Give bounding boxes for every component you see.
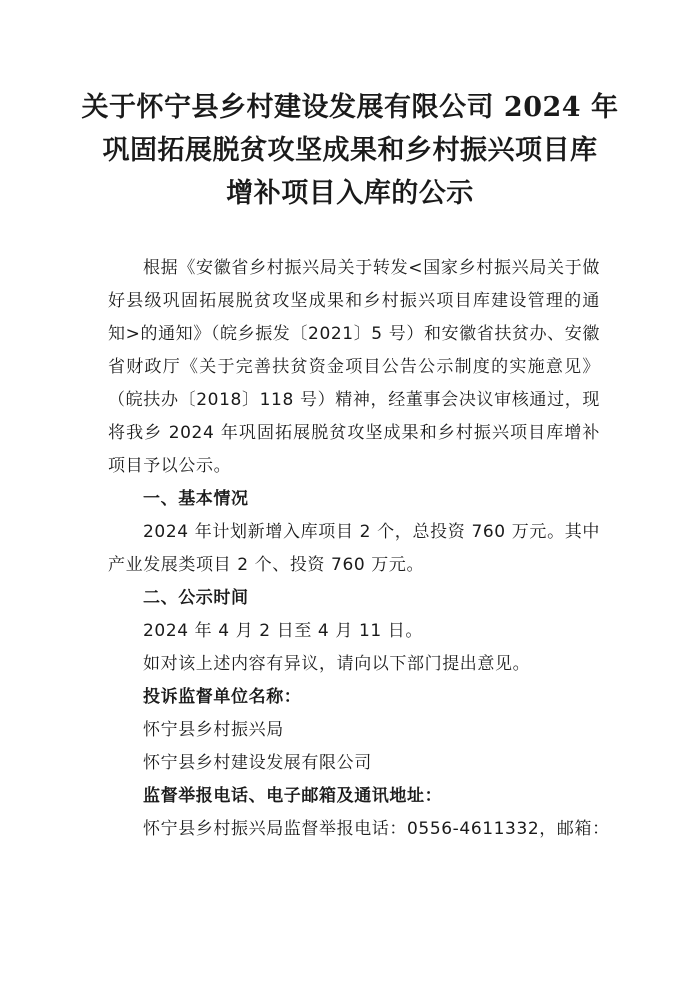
complaint-unit-1: 怀宁县乡村振兴局 — [143, 720, 284, 740]
section-basic-heading: 一、基本情况 — [143, 489, 249, 509]
document-body — [108, 252, 610, 846]
section-basic-text: 2024 年计划新增入库项目 2 个，总投资 760 万元。其中产业发展类项目 2 个、投资 760 万元。 — [108, 522, 600, 575]
complaint-heading: 投诉监督单位名称： — [143, 687, 302, 707]
title-line-2: 巩固拓展脱贫攻坚成果和乡村振兴项目库 — [102, 135, 598, 166]
objection-text: 如对该上述内容有异议，请向以下部门提出意见。 — [143, 654, 531, 674]
title-line-1: 关于怀宁县乡村建设发展有限公司 2024 年 — [81, 92, 619, 123]
section-period-text: 2024 年 4 月 2 日至 4 月 11 日。 — [143, 621, 423, 641]
title-line-3: 增补项目入库的公示 — [226, 178, 474, 209]
contact-heading: 监督举报电话、电子邮箱及通讯地址： — [143, 786, 443, 806]
intro-paragraph: 根据《安徽省乡村振兴局关于转发<国家乡村振兴局关于做好县级巩固拓展脱贫攻坚成果和乡村振兴项目库建设管理的通知>的通知》（皖乡振发〔2021〕5 号）和安徽省扶贫办、安徽省财政厅《关于完善扶贫资金项目公告公示制度的实施意见》（皖扶办〔2018〕118 号）精神，经董事会决议审核通过，现将我乡 2024 年巩固拓展脱贫攻坚成果和乡村振兴项目库增补项目予以公示。 — [108, 258, 600, 476]
complaint-unit-2: 怀宁县乡村建设发展有限公司 — [143, 753, 372, 773]
document-title — [60, 86, 640, 215]
section-period-heading: 二、公示时间 — [143, 588, 249, 608]
contact-line: 怀宁县乡村振兴局监督举报电话：0556-4611332，邮箱： — [143, 819, 610, 839]
